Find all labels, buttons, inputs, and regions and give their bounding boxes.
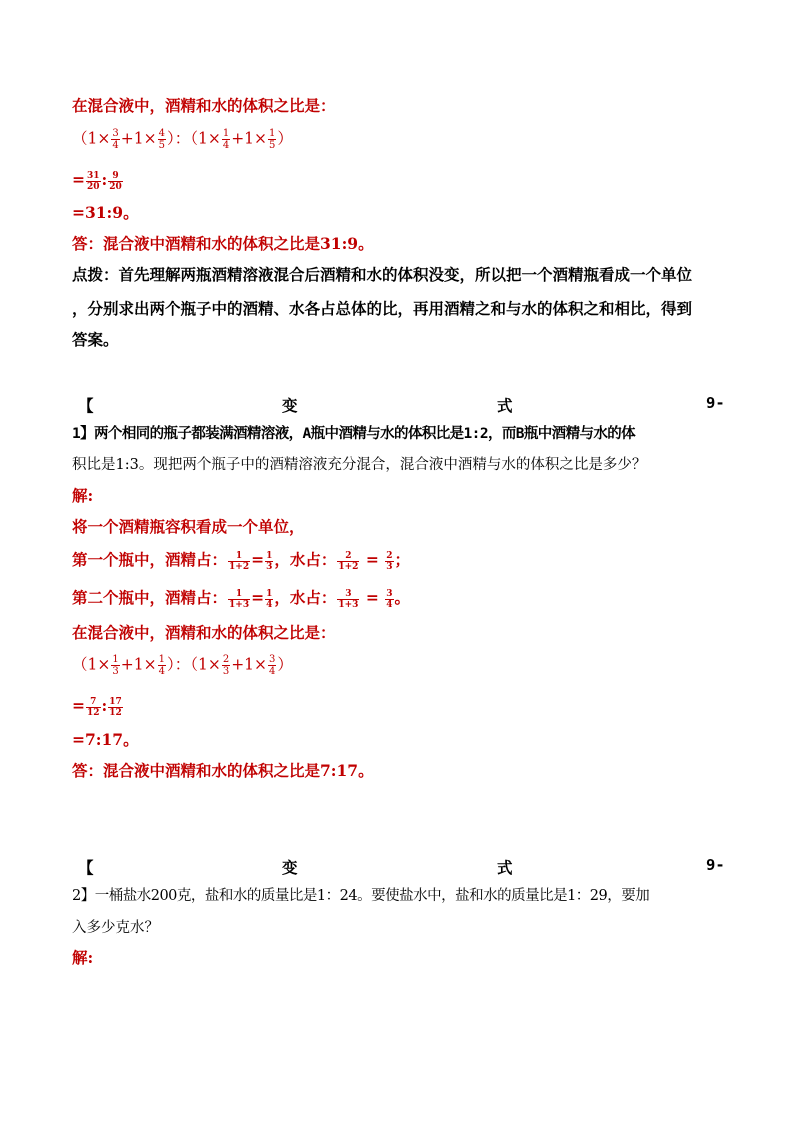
fraction: $\frac{1}{5}$ xyxy=(269,128,276,151)
hint-line-1: 点拨：首先理解两瓶酒精溶液混合后酒精和水的体积没变，所以把一个酒精瓶看成一个单位 xyxy=(72,265,693,284)
ratio-expression-1 xyxy=(72,128,293,151)
ratio-result-1: =31:9。 xyxy=(72,203,139,222)
variant-question-line-1: 1】两个相同的瓶子都装满酒精溶液，A瓶中酒精与水的体积比是1:2，而B瓶中酒精与水的体 xyxy=(72,426,636,442)
answer-2: 答：混合液中酒精和水的体积之比是7:17。 xyxy=(72,761,374,780)
answer-1: 答：混合液中酒精和水的体积之比是31:9。 xyxy=(72,234,374,253)
variant2-question-line-2: 入多少克水？ xyxy=(72,920,159,936)
solution-label-2: 解: xyxy=(72,948,94,967)
solution-label-1: 解: xyxy=(72,486,94,505)
ratio-result-fraction-1: = $\frac{31}{20}$ : $\frac{9}{20}$ xyxy=(72,170,122,192)
expr-text: （1× xyxy=(72,129,111,148)
expr-text: ）：（1× xyxy=(166,129,221,148)
mix-ratio-heading: 在混合液中，酒精和水的体积之比是： xyxy=(72,96,336,115)
variant2-question-line-1: 2】一桶盐水200克，盐和水的质量比是1：24。要使盐水中，盐和水的质量比是1：29，要加 xyxy=(72,888,650,904)
expr-text: +1× xyxy=(120,129,157,148)
fraction: $\frac{1}{4}$ xyxy=(222,128,230,151)
expr-text: +1× xyxy=(231,129,268,148)
ratio-expression-2: （1× $\frac{1}{3}$ +1× $\frac{1}{4}$ ）：（1× $\frac{2}{3}$ +1× $\frac{3}{4}$ ） xyxy=(72,654,293,677)
solution-step-1: 将一个酒精瓶容积看成一个单位， xyxy=(72,517,305,536)
hint-line-3: 答案。 xyxy=(72,330,119,349)
variant-header-1: 【 变 式 9- xyxy=(78,394,725,415)
solution-step-2: 第一个瓶中，酒精占： $\frac{1}{1+2}$ = $\frac{1}{3}$ ，水占： $\frac{2}{1+2}$ = $\frac{2}{3}$ ； xyxy=(72,550,411,572)
variant-question-line-2: 积比是1:3。现把两个瓶子中的酒精溶液充分混合，混合液中酒精与水的体积之比是多少？ xyxy=(72,457,647,473)
hint-line-2: ，分别求出两个瓶子中的酒精、水各占总体的比，再用酒精之和与水的体积之和相比，得到 xyxy=(72,299,693,318)
solution-step-3: 第二个瓶中，酒精占： $\frac{1}{1+3}$ = $\frac{1}{4}$ ，水占： $\frac{3}{1+3}$ = $\frac{3}{4}$ 。 xyxy=(72,588,411,610)
solution-step-4: 在混合液中，酒精和水的体积之比是： xyxy=(72,623,336,642)
ratio-result-fraction-2: = $\frac{7}{12}$ : $\frac{17}{12}$ xyxy=(72,696,122,718)
variant-header-2: 【 变 式 9- xyxy=(78,856,725,877)
fraction: $\frac{3}{4}$ xyxy=(112,128,119,151)
ratio-result-2: =7:17。 xyxy=(72,730,139,749)
expr-text: ） xyxy=(277,129,293,148)
fraction: $\frac{4}{5}$ xyxy=(158,128,165,151)
